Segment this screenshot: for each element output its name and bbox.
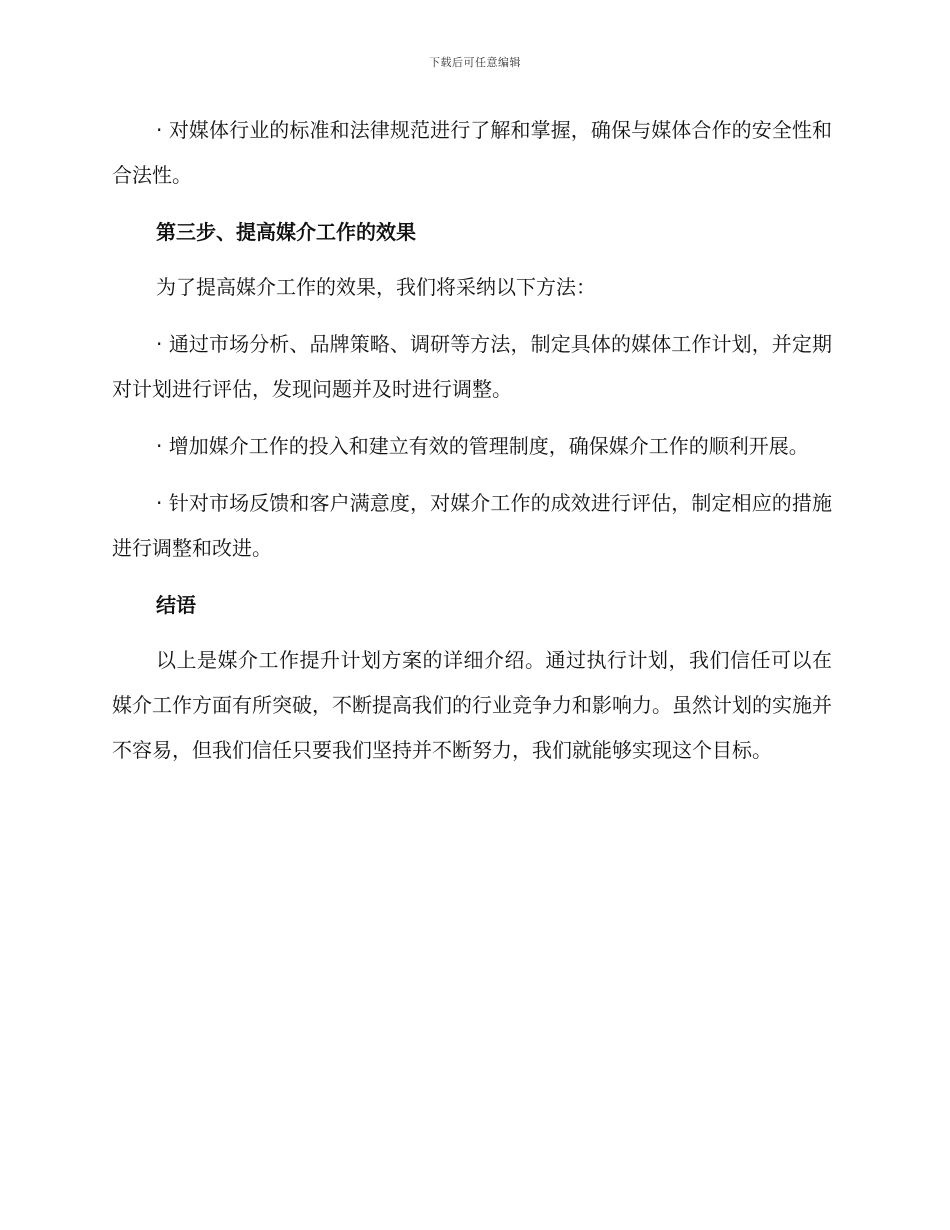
section-heading-conclusion: 结语 (156, 593, 196, 617)
paragraph-media-standards: · 对媒体行业的标准和法律规范进行了解和掌握，确保与媒体合作的安全性和合法性。 (112, 118, 832, 187)
page-header: 下载后可任意编辑 (429, 56, 521, 69)
paragraph-market-analysis: · 通过市场分析、品牌策略、调研等方法，制定具体的媒体工作计划，并定期对计划进行评估，发现问题并及时进行调整。 (112, 332, 832, 401)
paragraph-feedback-evaluation: · 针对市场反馈和客户满意度，对媒介工作的成效进行评估，制定相应的措施进行调整和改进。 (112, 491, 832, 560)
document-body (112, 108, 832, 785)
paragraph-methods-intro: 为了提高媒介工作的效果，我们将采纳以下方法： (156, 275, 596, 299)
paragraph-conclusion: 以上是媒介工作提升计划方案的详细介绍。通过执行计划，我们信任可以在媒介工作方面有所突破，不断提高我们的行业竞争力和影响力。虽然计划的实施并不容易，但我们信任只要我们坚持并不断努力，我们就能够实现这个目标。 (112, 648, 832, 762)
section-heading-step-three: 第三步、提高媒介工作的效果 (156, 220, 416, 244)
paragraph-investment-management: · 增加媒介工作的投入和建立有效的管理制度，确保媒介工作的顺利开展。 (156, 434, 809, 458)
